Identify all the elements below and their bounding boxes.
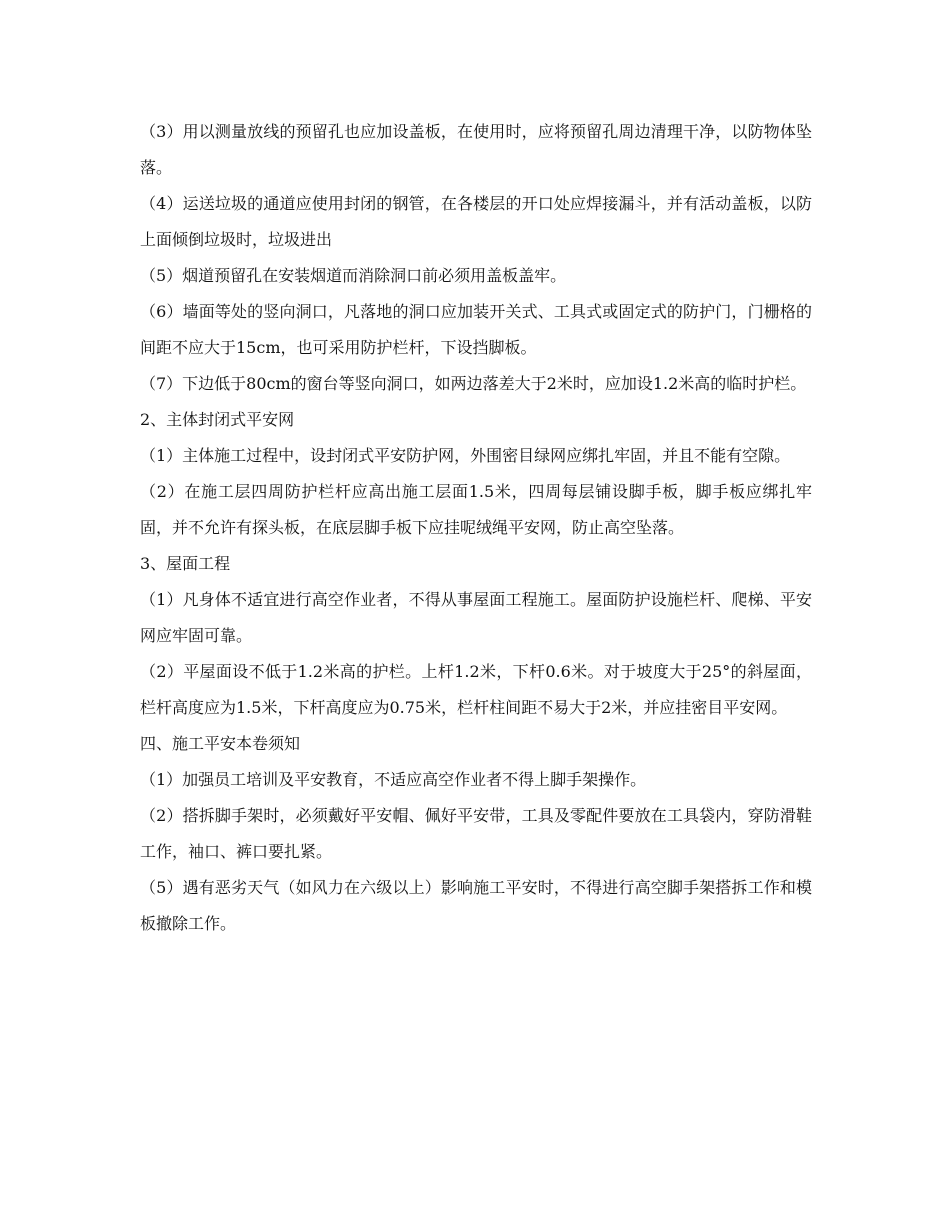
section-heading-safety-net: 2、主体封闭式平安网 — [140, 410, 295, 429]
paragraph-1-training: （1）加强员工培训及平安教育，不适应高空作业者不得上脚手架操作。 — [140, 770, 647, 789]
section-heading-safety-notes: 四、施工平安本卷须知 — [140, 734, 301, 753]
paragraph-1-roof-fitness: （1）凡身体不适宜进行高空作业者，不得从事屋面工程施工。屋面防护设施栏杆、爬梯、平安网应牢固可靠。 — [140, 590, 812, 645]
paragraph-5-bad-weather: （5）遇有恶劣天气（如风力在六级以上）影响施工平安时，不得进行高空脚手架搭拆工作和模板撤除工作。 — [140, 878, 812, 933]
paragraph-2-roof-guardrail: （2）平屋面设不低于1.2米高的护栏。上杆1.2米，下杆0.6米。对于坡度大于25°的斜屋面，栏杆高度应为1.5米，下杆高度应为0.75米，栏杆柱间距不易大于2米，并应挂密目平安网。 — [140, 662, 812, 717]
section-heading-roof-work: 3、屋面工程 — [140, 554, 231, 573]
document-page — [140, 114, 812, 942]
paragraph-2-scaffold-gear: （2）搭拆脚手架时，必须戴好平安帽、佩好平安带，工具及零配件要放在工具袋内，穿防滑鞋工作，袖口、裤口要扎紧。 — [140, 806, 812, 861]
paragraph-6-vertical-openings: （6）墙面等处的竖向洞口，凡落地的洞口应加装开关式、工具式或固定式的防护门，门栅格的间距不应大于15cm，也可采用防护栏杆，下设挡脚板。 — [140, 302, 812, 357]
paragraph-1-enclosed-net: （1）主体施工过程中，设封闭式平安防护网，外围密目绿网应绑扎牢固，并且不能有空隙。 — [140, 446, 791, 465]
paragraph-2-guardrail-height: （2）在施工层四周防护栏杆应高出施工层面1.5米，四周每层铺设脚手板，脚手板应绑扎牢固，并不允许有探头板，在底层脚手板下应挂呢绒绳平安网，防止高空坠落。 — [140, 482, 812, 537]
paragraph-5-flue-holes: （5）烟道预留孔在安装烟道而消除洞口前必须用盖板盖牢。 — [140, 266, 567, 285]
paragraph-4-garbage-channel: （4）运送垃圾的通道应使用封闭的钢管，在各楼层的开口处应焊接漏斗，并有活动盖板，以防上面倾倒垃圾时，垃圾进出 — [140, 194, 812, 249]
paragraph-3-reserved-holes: （3）用以测量放线的预留孔也应加设盖板，在使用时，应将预留孔周边清理干净，以防物体坠落。 — [140, 122, 812, 177]
paragraph-7-window-sill-openings: （7）下边低于80cm的窗台等竖向洞口，如两边落差大于2米时，应加设1.2米高的临时护栏。 — [140, 374, 807, 393]
